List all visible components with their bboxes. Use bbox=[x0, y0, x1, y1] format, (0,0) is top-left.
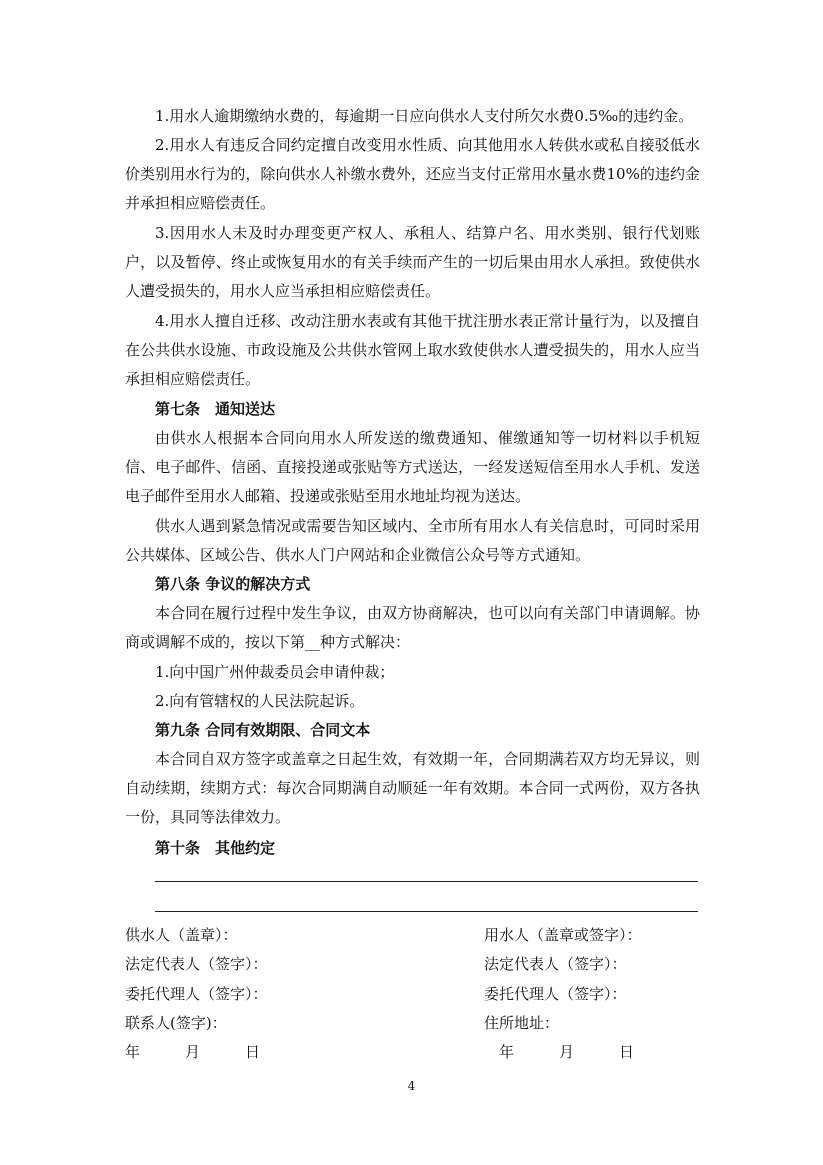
article-7-heading: 第七条 通知送达 bbox=[155, 400, 276, 418]
page-number: 4 bbox=[407, 1079, 416, 1093]
supplier-legal-rep-label: 法定代表人（签字）： bbox=[125, 955, 268, 973]
user-date-label: 年 月 日 bbox=[499, 1043, 635, 1061]
supplier-seal-label: 供水人（盖章）： bbox=[125, 926, 238, 944]
supplier-date-label: 年 月 日 bbox=[125, 1043, 261, 1061]
article-8-option-1: 1.向中国广州仲裁委员会申请仲裁； bbox=[155, 663, 395, 681]
clause-penalty-3: 3.因用水人未及时办理变更产权人、承租人、结算户名、用水类别、银行代划账户，以及暂停、终止或恢复用水的有关手续而产生的一切后果由用水人承担。致使供水人遭受损失的，用水人应当承担相应赔偿责任。 bbox=[125, 224, 700, 301]
clause-penalty-1: 1.用水人逾期缴纳水费的，每逾期一日应向供水人支付所欠水费0.5‰的违约金。 bbox=[155, 107, 694, 125]
article-8-heading: 第八条 争议的解决方式 bbox=[155, 575, 311, 593]
clause-penalty-4: 4.用水人擅自迁移、改动注册水表或有其他干扰注册水表正常计量行为，以及擅自在公共供水设施、市政设施及公共供水管网上取水致使供水人遭受损失的，用水人应当承担相应赔偿责任。 bbox=[125, 312, 700, 389]
user-address-label: 住所地址： bbox=[484, 1014, 560, 1032]
blank-line-1 bbox=[155, 881, 698, 882]
user-agent-label: 委托代理人（签字）： bbox=[484, 985, 627, 1003]
clause-penalty-2: 2.用水人有违反合同约定擅自改变用水性质、向其他用水人转供水或私自接驳低水价类别用水行为的，除向供水人补缴水费外，还应当支付正常用水量水费10%的违约金并承担相应赔偿责任。 bbox=[125, 136, 700, 213]
blank-line-2 bbox=[155, 911, 698, 912]
supplier-contact-label: 联系人(签字)： bbox=[125, 1014, 227, 1032]
user-seal-label: 用水人（盖章或签字）： bbox=[484, 926, 642, 944]
article-9-heading: 第九条 合同有效期限、合同文本 bbox=[155, 721, 371, 739]
article-7-para-2: 供水人遇到紧急情况或需要告知区域内、全市所有用水人有关信息时，可同时采用公共媒体、区域公告、供水人门户网站和企业微信公众号等方式通知。 bbox=[125, 517, 700, 565]
article-9-para: 本合同自双方签字或盖章之日起生效，有效期一年，合同期满若双方均无异议，则自动续期，续期方式：每次合同期满自动顺延一年有效期。本合同一式两份，双方各执一份，具同等法律效力。 bbox=[125, 750, 700, 827]
user-legal-rep-label: 法定代表人（签字）： bbox=[484, 955, 627, 973]
article-8-option-2: 2.向有管辖权的人民法院起诉。 bbox=[155, 692, 365, 710]
article-7-para-1: 由供水人根据本合同向用水人所发送的缴费通知、催缴通知等一切材料以手机短信、电子邮件、信函、直接投递或张贴等方式送达，一经发送短信至用水人手机、发送电子邮件至用水人邮箱、投递或张贴至用水地址均视为送达。 bbox=[125, 429, 700, 506]
article-8-para: 本合同在履行过程中发生争议，由双方协商解决，也可以向有关部门申请调解。协商或调解不成的，按以下第__种方式解决： bbox=[125, 604, 700, 652]
article-10-heading: 第十条 其他约定 bbox=[155, 839, 276, 857]
supplier-agent-label: 委托代理人（签字）： bbox=[125, 985, 268, 1003]
